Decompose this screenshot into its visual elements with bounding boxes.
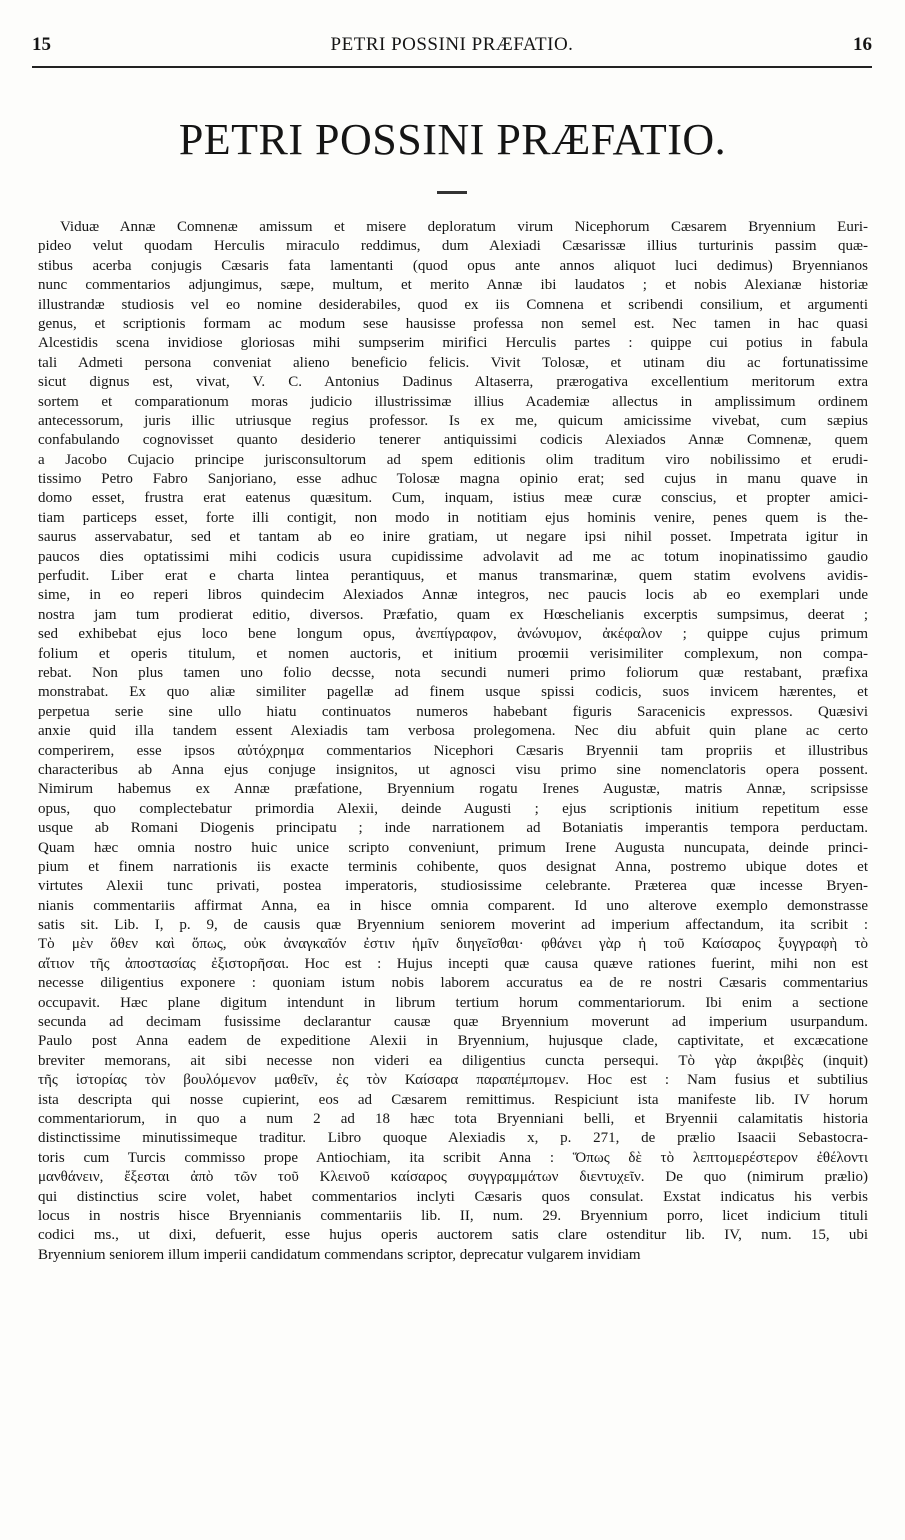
text-line: αἴτιον τῆς ἀποστασίας ἐξιστορῆσαι. Hoc est : Hujus incepti quæ causa quæve rationes fuerint, mihi non est xyxy=(38,955,868,972)
text-line: Viduæ Annæ Comnenæ amissum et misere deploratum virum Nicephorum Cæsarem Bryennium Euri- xyxy=(60,219,868,235)
text-line: stibus acerba conjugis Cæsaris fata lamentanti (quod opus ante annos aliquot luci dedimus) Bryennianos xyxy=(38,257,868,274)
text-line: rebat. Non plus tamen uno folio decsse, nota secundi numeri primo foliorum quæ restabant, præfixa xyxy=(38,664,868,681)
text-line: qui distinctius scire volet, habet commentarios inclyti Cæsaris quos consulat. Exstat indicatus his verbis xyxy=(38,1188,868,1205)
text-line: perpetua serie sine ullo hiatu continuatos numeros habebant figuris Saracenicis expressos. Quæsivi xyxy=(38,703,868,720)
text-line: Nimirum habemus ex Annæ præfatione, Bryennium rogatu Irenes Augustæ, matris Annæ, scripsisse xyxy=(38,781,868,798)
text-line: pideo velut quodam Herculis miraculo reddimus, dum Alexiadi Cæsarissæ illius turturinis passim quæ- xyxy=(38,238,868,255)
text-line: Quam hæc omnia nostro huic unice scripto conveniunt, primum Irene Augusta nuncupata, deinde princi- xyxy=(38,839,868,856)
text-line: confabulando cognovisset quanto desiderio tenerer antiquissimi codicis Alexiados Annæ Comnenæ, quem xyxy=(38,432,868,449)
header-rule xyxy=(32,66,872,68)
text-line: Bryennium seniorem illum imperii candidatum commendans scriptor, deprecatur vulgarem invidiam xyxy=(38,1246,641,1263)
text-line: paucos dies optatissimi mihi codicis usura cupidissime advolavit ad me ac totum inopinatissimo gaudio xyxy=(38,548,868,565)
text-line: toris cum Turcis commisso prope Antiochiam, ita scribit Anna : Ὅπως δὲ τὸ λεπτομερέστερον ἐθέλοντι xyxy=(38,1149,868,1166)
text-line: commentariorum, in quo a num 2 ad 18 hæc tota Bryenniani belli, et Bryennii calamitatis historia xyxy=(38,1110,868,1127)
page-title: PETRI POSSINI PRÆFATIO. xyxy=(178,115,727,164)
text-line: sicut dignus est, vivat, V. C. Antonius Dadinus Altaserra, prærogativa excellentium meritorum extra xyxy=(38,374,868,391)
text-line: Τὸ μὲν ὅθεν καὶ ὅπως, οὐκ ἀναγκαῖόν ἐστιν ἡμῖν διηγεῖσθαι· φθάνει γὰρ ἡ τοῦ Καίσαρος ξυγγραφὴ τὸ xyxy=(38,936,868,953)
page-number-right: 16 xyxy=(853,34,872,55)
text-line: characteribus ab Anna ejus conjuge insignitos, ut agnosci visu primo sine nomenclatoris opera possent. xyxy=(38,761,868,778)
text-line: saurus asservabatur, sed et tantam ab eo inire gratiam, ut negare ipsi nihil posset. Impetrata igitur in xyxy=(38,529,868,546)
text-line: usque ab Romani Diogenis principatu ; inde narrationem ad Botaniatis imperantis tempora perductam. xyxy=(38,820,868,837)
text-line: nunc commentarios adjungimus, sæpe, multum, et merito Annæ ibi laudatos ; et nobis Alexianæ historiæ xyxy=(38,277,868,294)
text-line: monstrabat. Ex quo aliæ similiter pagellæ ad finem usque spissi codicis, suos invicem hærentes, et xyxy=(38,684,868,701)
title-divider xyxy=(437,191,467,194)
text-line: satis sit. Lib. I, p. 9, de causis quæ Bryennium seniorem moverint ad imperium affectandum, ita scribit : xyxy=(38,917,868,934)
text-line: codici ms., ut dixi, defuerit, esse hujus operis auctorem satis clare ostenditur lib. IV, num. 15, ubi xyxy=(38,1227,868,1244)
text-line: sed exhibebat ejus loco bene longum opus, ἀνεπίγραφον, ἀνώνυμον, ἀκέφαλον ; quippe cujus primum xyxy=(38,626,868,643)
text-line: anxie quid illa tandem essent Alexiadis tam verbosa prolegomena. Nec diu abfuit quin plane ac certo xyxy=(38,723,868,740)
running-head xyxy=(32,30,872,60)
text-line: nostra jam tum prodierat editio, diversos. Præfatio, quam ex Hœschelianis excerptis sumpsimus, deerat ; xyxy=(38,606,868,623)
text-line: breviter memorans, ait sibi necesse non videri ea diligentius cuncta persequi. Τὸ γὰρ ἀκριβὲς (inquit) xyxy=(38,1052,868,1069)
text-line: tali Admeti persona conveniat alieno beneficio felicis. Vivit Tolosæ, et utinam diu ac fortunatissime xyxy=(38,354,868,371)
text-line: a Jacobo Cujacio principe jurisconsultorum ad spem editionis olim traditum viro nobilissimo et erudi- xyxy=(38,451,868,468)
text-line: illustrandæ studiosis vel eo nomine desiderabiles, quod ex iis Comnena et scribendi consilium, et argumenti xyxy=(38,296,868,313)
text-line: locus in nostris hisce Bryennianis commentariis lib. II, num. 29. Bryennium porro, licet indicium tituli xyxy=(38,1207,868,1224)
text-line: genus, et scriptionis formam ac modum sese hausisse professa non semel est. Nec tamen in hac quasi xyxy=(38,315,868,332)
text-line: τῆς ἱστορίας τὸν βουλόμενον μαθεῖν, ἐς τὸν Καίσαρα παραπέμπομεν. Hoc est : Nam fusius et subtilius xyxy=(38,1072,868,1089)
text-line: necesse diligentius exponere : quoniam istum nobis laborem accuratus ea de re nostri Cæsaris commentarius xyxy=(38,975,868,992)
preface-text xyxy=(38,218,868,1265)
running-head-title: PETRI POSSINI PRÆFATIO. xyxy=(330,34,574,55)
text-line: perfudit. Liber erat e charta lintea perantiquus, et manus transmarinæ, quem statim evolvens avidis- xyxy=(38,568,868,585)
text-line: sortem et comparationum moras judicio illustrissimæ illius Academiæ allectus in amplissimum ordinem xyxy=(38,393,868,410)
text-line: comperirem, esse ipsos αὐτόχρημα commentarios Nicephori Cæsaris Bryennii tam propriis et illustribus xyxy=(38,742,868,759)
text-line: ista descripta qui nosse cupierint, eos ad Cæsarem remittimus. Respiciunt ista manifeste lib. IV horum xyxy=(38,1091,868,1108)
text-line: opus, quo complectebatur primordia Alexii, deinde Augusti ; ejus scriptionis initium repetitum esse xyxy=(38,800,868,817)
text-line: μανθάνειν, ἔξεσται ἀπὸ τῶν τοῦ Κλεινοῦ καίσαρος συγγραμμάτων διεντυχεῖν. De quo (nimirum prælio) xyxy=(38,1169,868,1186)
text-line: pium et finem narrationis iis exacte terminis cohibente, quos designat Anna, postremo ubique dotes et xyxy=(38,858,868,875)
text-line: distinctissime minutissimeque traditur. Libro quoque Alexiadis x, p. 271, de prælio Isaacii Sebastocra- xyxy=(38,1130,868,1147)
text-line: tiam particeps esset, forte illi contigit, non modo in notitiam ejus hominis venire, penes quem is the- xyxy=(38,509,868,526)
text-line: tissimo Petro Fabro Sanjoriano, esse adhuc Tolosæ magna opinio erat; sed cujus in manu quave in xyxy=(38,471,868,488)
text-line: antecessorum, juris illic utriusque regius professor. Is ex me, quicum amicissime vivebat, cum sæpius xyxy=(38,412,868,429)
text-line: folium et operis titulum, et nomen auctoris, et initium proœmii verisimiliter complexum, non compa- xyxy=(38,645,868,662)
text-line: Paulo post Anna eadem de expeditione Alexii in Bryennium, hujusque clade, captivitate, et excæcatione xyxy=(38,1033,868,1050)
text-line: secunda ad decimam fusissime declarantur causæ quæ Bryennium moverunt ad imperium usurpandum. xyxy=(38,1014,868,1031)
text-line: Alcestidis scena invidiose gloriosas mihi sumpserim mirifici Herculis partes : quippe cui potius in fabula xyxy=(38,335,868,352)
text-line: sime, in eo reperi libros quindecim Alexiados Annæ integros, nec paucis locis ab eo exemplari unde xyxy=(38,587,868,604)
text-line: domo esset, frustra erat eatenus quæsitum. Cum, inquam, istius meæ curæ conscius, et propter amici- xyxy=(38,490,868,507)
text-line: occupavit. Hæc plane digitum intendunt in librum tertium horum commentariorum. Ibi enim a sectione xyxy=(38,994,868,1011)
text-line: nianis commentariis affirmat Anna, ea in hisce omnia comparent. Id uno alterove exemplo demonstrasse xyxy=(38,897,868,914)
page-number-left: 15 xyxy=(32,34,51,55)
text-line: virtutes Alexii tunc privati, postea imperatoris, studiosissime celebrante. Præterea quæ incesse Bryen- xyxy=(38,878,868,895)
